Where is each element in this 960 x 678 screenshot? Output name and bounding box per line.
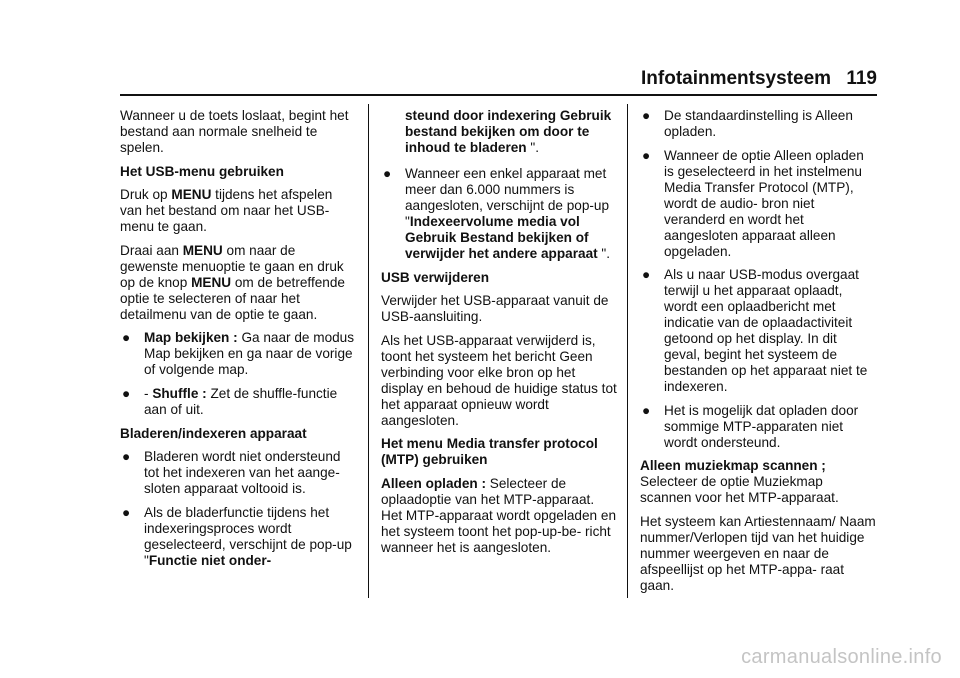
page-header (641, 68, 877, 90)
paragraph: Alleen muziekmap scannen ; Selecteer de optie Muziekmap scannen voor het MTP-apparaat. (640, 458, 839, 506)
paragraph: Als het USB-apparaat verwijderd is, toont het systeem het bericht Geen verbinding voor elke bron op het display en behoud de huidige status tot het apparaat opnieuw wordt aangesloten. (381, 332, 617, 428)
bullet-item: ● Bladeren wordt niet ondersteund tot het indexeren van het aange- sloten apparaat voltooid is. (122, 449, 341, 497)
watermark: carmanualsonline.info (741, 646, 942, 668)
column-2 (381, 108, 617, 564)
bullet-icon: ● (122, 330, 131, 346)
bullet-icon: ● (642, 267, 651, 283)
bullet-item: ● Map bekijken : Ga naar de modus Map bekijken en ga naar de vorige of volgende map. (122, 330, 355, 378)
page-number: 119 (846, 68, 877, 89)
paragraph: Alleen opladen : Selecteer de oplaadoptie van het MTP-apparaat. Het MTP-apparaat wordt opgeladen en het systeem toont het pop-up-be- richt wanneer het is aangesloten. (381, 475, 617, 555)
heading-usb-menu: Het USB-menu gebruiken (120, 163, 284, 179)
paragraph: Het systeem kan Artiestennaam/ Naam nummer/Verlopen tijd van het huidige nummer weergeven en naar de afspeellijst op het MTP-appa- raat gaan. (640, 513, 876, 593)
bullet-icon: ● (122, 504, 131, 520)
bullet-icon: ● (642, 402, 651, 418)
bullet-continuation: steund door indexering Gebruik bestand bekijken om door te inhoud te bladeren ". (405, 108, 612, 155)
bullet-item: ● - Shuffle : Zet de shuffle-functie aan of uit. (122, 385, 338, 417)
heading-browse: Bladeren/indexeren apparaat (120, 425, 307, 441)
bullet-item: ● Als de bladerfunctie tijdens het indexeringsproces wordt geselecteerd, verschijnt de pop-up "Functie niet onder- (122, 504, 352, 568)
column-1 (120, 108, 356, 576)
bullet-icon: ● (122, 385, 131, 401)
column-divider-1 (368, 104, 369, 598)
bullet-item: ● Wanneer de optie Alleen opladen is geselecteerd in het instelmenu Media Transfer Protocol (MTP), wordt de audio- bron niet veranderd en wordt het aangesloten apparaat alleen opgeladen. (642, 147, 864, 259)
column-divider-2 (627, 104, 628, 598)
paragraph: Verwijder het USB-apparaat vanuit de USB-aansluiting. (381, 293, 609, 325)
heading-mtp-menu: Het menu Media transfer protocol (MTP) gebruiken (381, 436, 598, 468)
bullet-item: ● Als u naar USB-modus overgaat terwijl u het apparaat oplaadt, wordt een oplaadbericht met indicatie van de oplaadactiviteit getoond op het display. In dit geval, begint het systeem de bestanden op het apparaat niet te indexeren. (642, 267, 868, 395)
bullet-icon: ● (642, 147, 651, 163)
bullet-item: ● Wanneer een enkel apparaat met meer dan 6.000 nummers is aangesloten, verschijnt de pop-up "Indexeervolume media vol Gebruik Bestand bekijken of verwijder het andere apparaat ". (383, 166, 611, 261)
column-3 (640, 108, 876, 602)
paragraph: Wanneer u de toets loslaat, begint het bestand aan normale snelheid te spelen. (120, 108, 349, 155)
bullet-icon: ● (642, 108, 651, 123)
bullet-item: ● De standaardinstelling is Alleen opladen. (642, 108, 853, 139)
paragraph: Druk op MENU tijdens het afspelen van het bestand om naar het USB-menu te gaan. (120, 187, 333, 235)
header-rule (120, 94, 877, 96)
bullet-item: ● Het is mogelijk dat opladen door sommige MTP-apparaten niet wordt ondersteund. (642, 402, 859, 450)
heading-usb-remove: USB verwijderen (381, 269, 490, 285)
paragraph: Draai aan MENU om naar de gewenste menuoptie te gaan en druk op de knop MENU om de betreffende optie te selecteren of naar het detailmenu van de optie te gaan. (120, 242, 345, 322)
bullet-icon: ● (383, 166, 392, 181)
section-title: Infotainmentsysteem (641, 68, 832, 89)
bullet-icon: ● (122, 449, 131, 465)
